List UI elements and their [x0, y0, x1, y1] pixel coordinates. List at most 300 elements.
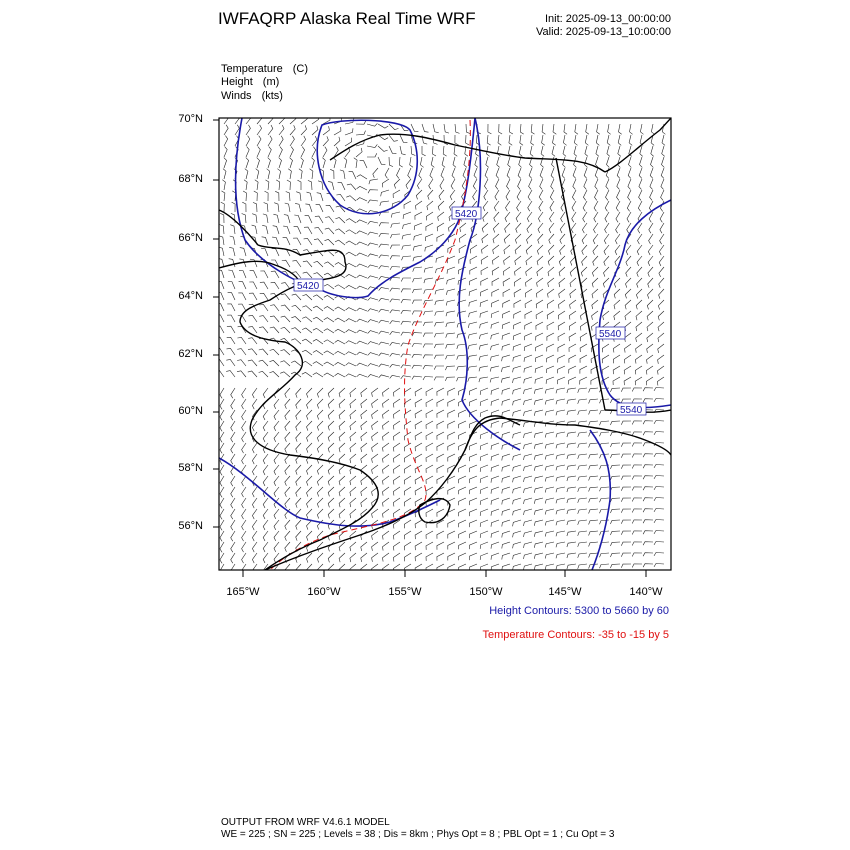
wind-barb [455, 124, 460, 133]
wind-barb [220, 388, 224, 398]
wind-barb [570, 300, 576, 309]
wind-barb [268, 114, 273, 124]
wind-barb [357, 209, 367, 212]
field-unit: (m) [262, 76, 280, 88]
wind-barb [249, 282, 257, 289]
wind-barb [339, 421, 345, 430]
wind-barb [643, 399, 653, 403]
wind-barb [285, 443, 290, 453]
wind-barb [299, 169, 302, 179]
wind-barb [578, 454, 587, 459]
wind-barb [390, 343, 400, 346]
wind-barb [632, 443, 642, 447]
wind-barb [232, 202, 236, 212]
wind-barb [228, 293, 235, 300]
wind-barb [567, 388, 576, 393]
wind-barb [524, 388, 533, 394]
wind-barb [391, 223, 400, 228]
wind-barb [263, 509, 268, 519]
wind-barb [231, 520, 235, 530]
wind-barb [357, 308, 367, 311]
wind-barb [281, 327, 290, 333]
wind-barb [637, 245, 642, 255]
wind-barb [636, 311, 642, 320]
wind-barb [632, 476, 642, 480]
wind-barb [526, 267, 532, 276]
wind-barb [484, 190, 488, 200]
wind-barb [661, 179, 664, 189]
wind-barb [605, 223, 609, 233]
wind-barb [390, 234, 400, 238]
lon-label: 155°W [388, 586, 422, 598]
wind-barb [307, 388, 313, 398]
wind-barb [459, 542, 466, 549]
wind-barb [558, 366, 566, 373]
wind-barb [434, 377, 444, 381]
wind-barb [550, 212, 555, 222]
wind-barb [446, 344, 455, 349]
wind-barb [447, 267, 455, 274]
wind-barb [524, 476, 533, 482]
wind-barb [307, 421, 313, 431]
wind-barb [346, 241, 356, 245]
wind-barb [651, 124, 654, 134]
lon-ticks [243, 570, 646, 577]
wind-barb [442, 157, 445, 167]
wind-barb [422, 135, 427, 144]
wind-barb [254, 191, 257, 201]
wind-barb [480, 311, 488, 318]
wind-barb [600, 498, 610, 502]
wind-barb [368, 353, 378, 356]
wind-barb [419, 168, 422, 178]
wind-barb [268, 147, 271, 157]
wind-barb [372, 432, 378, 441]
wind-barb [368, 364, 378, 367]
wind-barb [524, 465, 533, 471]
wind-barb [349, 172, 356, 179]
height-contour-5480 [219, 458, 440, 526]
wind-barb [615, 245, 620, 255]
wind-barb [536, 322, 543, 330]
wind-barb [572, 201, 576, 211]
wind-barb [274, 542, 279, 552]
field-temperature [221, 63, 308, 75]
wind-barb [323, 147, 327, 157]
wind-barb [541, 146, 544, 156]
wind-barb [307, 443, 313, 453]
wind-barb [457, 377, 467, 381]
wind-barb [510, 124, 513, 134]
wind-barb [231, 531, 235, 541]
wind-barb [435, 300, 444, 305]
wind-barb [516, 212, 521, 222]
wind-barb [494, 212, 499, 222]
wind-barb [567, 487, 576, 492]
wind-barb [662, 135, 665, 145]
wind-barb [506, 201, 511, 211]
wind-barb [393, 454, 400, 463]
wind-barb [446, 322, 455, 327]
height-contour-5420-east [459, 118, 520, 450]
wind-barb [220, 498, 224, 508]
wind-barb [654, 520, 664, 523]
wind-barb [307, 192, 313, 201]
wind-barb [285, 487, 290, 497]
wind-barb [238, 304, 246, 311]
wind-barb [602, 366, 609, 374]
wind-barb [536, 289, 543, 298]
wind-barb [525, 300, 532, 308]
wind-barb [534, 531, 543, 537]
wind-barb [643, 531, 653, 535]
wind-barb [274, 509, 279, 519]
wind-barb [466, 135, 470, 145]
wind-barb [242, 498, 246, 508]
wind-barb [426, 509, 433, 517]
wind-barb [513, 399, 521, 405]
wind-barb [589, 388, 598, 393]
wind-barb [580, 355, 587, 363]
wind-barb [605, 201, 609, 211]
wind-barb [220, 213, 224, 223]
wind-barb [505, 212, 510, 222]
contour-label: 5420 [455, 209, 478, 220]
wind-barb [580, 366, 587, 374]
wind-barb [413, 267, 422, 272]
wind-barb [559, 300, 566, 309]
wind-barb [296, 443, 301, 453]
wind-barb [390, 245, 400, 249]
wind-barb [285, 399, 290, 409]
wind-barb [502, 322, 510, 329]
wind-barb [231, 542, 235, 552]
wind-barb [294, 227, 301, 234]
wind-barb [470, 245, 477, 253]
wind-barb [502, 476, 510, 483]
wind-barb [625, 300, 631, 309]
wind-barb [628, 168, 631, 178]
wind-barb [546, 377, 554, 384]
wind-barb [416, 190, 422, 199]
wind-barb [346, 263, 356, 267]
wind-barb [372, 454, 378, 463]
wind-barb [545, 410, 554, 416]
wind-barb [335, 329, 345, 333]
wind-barb [514, 300, 521, 308]
wind-barb [480, 399, 488, 406]
wind-barb [301, 136, 306, 146]
wind-barb [346, 285, 356, 289]
wind-barb [501, 377, 510, 383]
wind-barb [437, 410, 444, 418]
wind-barb [643, 542, 653, 546]
wind-barb [662, 146, 665, 156]
wind-barb [430, 168, 433, 178]
wind-barb [459, 476, 466, 483]
wind-barb [632, 509, 642, 513]
wind-barb [346, 308, 356, 311]
wind-barb [527, 223, 532, 233]
wind-barb [296, 498, 301, 508]
wind-barb [507, 179, 511, 189]
wind-barb [274, 520, 279, 530]
wind-barb [520, 124, 523, 134]
wind-barb [243, 191, 246, 201]
field-name: Height [221, 76, 253, 88]
wind-barb [584, 168, 587, 178]
wind-barb [422, 124, 429, 132]
wind-barb [491, 311, 499, 318]
wind-barb [240, 248, 246, 256]
wind-barb [369, 179, 378, 184]
wind-barb [242, 509, 246, 519]
wind-barb [474, 168, 477, 178]
wind-barb [220, 410, 224, 420]
wind-barb [459, 498, 466, 505]
wind-barb [518, 179, 521, 189]
wind-barb [589, 531, 598, 536]
wind-barb [504, 245, 510, 254]
wind-barb [605, 212, 609, 222]
wind-barb [424, 300, 434, 304]
wind-barb [242, 564, 246, 574]
wind-barb [649, 212, 653, 222]
wind-barb [422, 146, 426, 156]
wind-barb [507, 168, 510, 178]
wind-barb [252, 388, 257, 398]
wind-barb [494, 201, 499, 211]
wind-barb [423, 311, 433, 315]
wind-barb [545, 531, 554, 537]
wind-barb [285, 421, 290, 431]
wind-barb [393, 190, 400, 198]
wind-barb [534, 564, 543, 570]
wind-barb [632, 487, 642, 491]
wind-barb [534, 465, 543, 471]
wind-barb [440, 179, 444, 189]
wind-barb [307, 410, 313, 420]
wind-barb [524, 509, 533, 515]
wind-barb [469, 399, 477, 406]
wind-barb [426, 564, 433, 572]
wind-barb [389, 124, 399, 130]
wind-barb [437, 509, 444, 517]
wind-barb [556, 498, 565, 503]
wind-barb [324, 262, 334, 267]
wind-barb [317, 432, 323, 442]
wind-barb [483, 212, 488, 222]
wind-barb [361, 476, 367, 485]
wind-barb [448, 531, 455, 539]
wind-barb [448, 388, 455, 396]
wind-barb [492, 256, 499, 265]
wind-barb [346, 230, 356, 234]
wind-barb [220, 564, 224, 574]
wind-barb [325, 239, 335, 245]
wind-barb [524, 520, 533, 526]
wind-barb [534, 542, 543, 548]
wind-barb [643, 421, 653, 425]
wind-barb [632, 454, 642, 458]
wind-barb [262, 225, 268, 234]
wind-barb [239, 270, 246, 278]
wind-barb [501, 366, 510, 372]
wind-barb [217, 304, 224, 311]
wind-barb [284, 215, 290, 224]
wind-barb [295, 203, 301, 212]
wind-barb [547, 311, 554, 319]
model-config-line: WE = 225 ; SN = 225 ; Levels = 38 ; Dis = 8km ; Phys Opt = 8 ; PBL Opt = 1 ; Cu Opt = 3 [221, 829, 615, 840]
wind-barb [660, 234, 664, 244]
wind-barb [259, 304, 268, 311]
wind-barb [404, 553, 411, 561]
wind-barb [481, 267, 488, 275]
wind-barb [491, 344, 500, 350]
wind-barb [263, 476, 268, 486]
wind-barb [308, 180, 312, 190]
wind-barb [542, 124, 545, 134]
wind-barb [325, 228, 334, 234]
wind-barb [594, 201, 598, 211]
wind-barb [539, 201, 543, 211]
wind-barb [357, 242, 367, 245]
wind-barb [412, 344, 422, 347]
wind-barb [647, 311, 653, 320]
wind-barb [220, 432, 224, 442]
wind-barb [334, 137, 340, 146]
wind-barb [220, 443, 224, 453]
wind-barb [372, 564, 378, 573]
wind-barb [291, 328, 301, 333]
wind-barb [281, 283, 290, 289]
wind-barb [336, 195, 345, 202]
wind-barb [459, 245, 466, 253]
wind-barb [379, 255, 389, 258]
wind-barb [383, 421, 390, 430]
wind-barb [307, 564, 313, 574]
wind-barb [567, 476, 576, 481]
wind-barb [224, 114, 229, 124]
wind-barb [383, 432, 390, 441]
wind-barb [459, 234, 466, 243]
wind-barb [491, 454, 499, 461]
wind-barb [402, 245, 411, 250]
wind-barb [328, 509, 334, 518]
wind-barb [479, 377, 488, 382]
wind-barb [290, 125, 295, 135]
wind-barb [357, 363, 367, 366]
wind-barb [569, 377, 577, 384]
wind-barb [654, 487, 664, 490]
wind-barb [383, 399, 390, 408]
wind-barb [610, 454, 620, 458]
wind-barb [412, 354, 422, 357]
wind-barb [333, 158, 336, 168]
wind-barb [328, 388, 334, 397]
wind-barb [340, 170, 345, 179]
wind-barb [344, 158, 347, 168]
wind-barbs [215, 114, 665, 574]
wind-barb [415, 487, 422, 495]
wind-barb [438, 212, 444, 221]
wind-barb [293, 238, 301, 245]
wind-barb [484, 179, 488, 189]
wind-barb [270, 349, 279, 355]
wind-barb [257, 125, 262, 135]
wind-barb [404, 421, 411, 429]
wind-barb [469, 498, 477, 505]
wind-barb [617, 179, 620, 189]
wind-barb [621, 421, 631, 425]
wind-barb [346, 219, 356, 223]
wind-barb [614, 311, 620, 320]
wind-barb [502, 509, 510, 516]
wind-barb [346, 319, 356, 322]
wind-barb [339, 443, 345, 452]
wind-barb [545, 454, 554, 460]
wind-barb [534, 454, 543, 460]
wind-barb [383, 465, 390, 474]
wind-barb [513, 355, 521, 362]
wind-barb [658, 322, 664, 331]
wind-barb [560, 245, 565, 255]
wind-barb [600, 432, 610, 436]
wind-barb [514, 278, 521, 286]
wind-barb [346, 341, 356, 344]
wind-barb [248, 360, 257, 366]
wind-barb [531, 135, 534, 145]
wind-barb [372, 542, 378, 551]
wind-barb [335, 362, 345, 366]
wind-barb [553, 124, 556, 134]
wind-barb [589, 465, 598, 470]
wind-barb [393, 432, 400, 441]
wind-barb [434, 344, 444, 348]
wind-barb [625, 333, 631, 342]
wind-barb [361, 553, 367, 562]
wind-barb [252, 553, 257, 563]
wind-barb [393, 443, 400, 452]
wind-barb [503, 289, 510, 297]
wind-barb [296, 192, 301, 201]
wind-barb [621, 476, 631, 480]
wind-barb [448, 432, 455, 440]
wind-barb [546, 366, 554, 373]
wind-barb [658, 300, 664, 310]
wind-barb [357, 220, 367, 223]
wind-barb [412, 333, 422, 337]
wind-barb [616, 212, 620, 222]
wind-barb [296, 520, 301, 530]
wind-barb [379, 364, 389, 367]
wind-barb [514, 311, 521, 319]
wind-barb [569, 333, 576, 341]
wind-barb [296, 531, 301, 541]
wind-barb [621, 399, 631, 403]
wind-barb [643, 454, 653, 458]
wind-barb [317, 476, 323, 486]
wind-barb [658, 366, 665, 375]
wind-barb [596, 135, 599, 145]
wind-barb [517, 190, 521, 200]
wind-barb [661, 168, 664, 178]
wind-barb [274, 203, 279, 212]
wind-barb [604, 245, 609, 255]
wind-barb [274, 410, 279, 420]
wind-barb [581, 278, 587, 287]
wind-barb [538, 223, 543, 233]
